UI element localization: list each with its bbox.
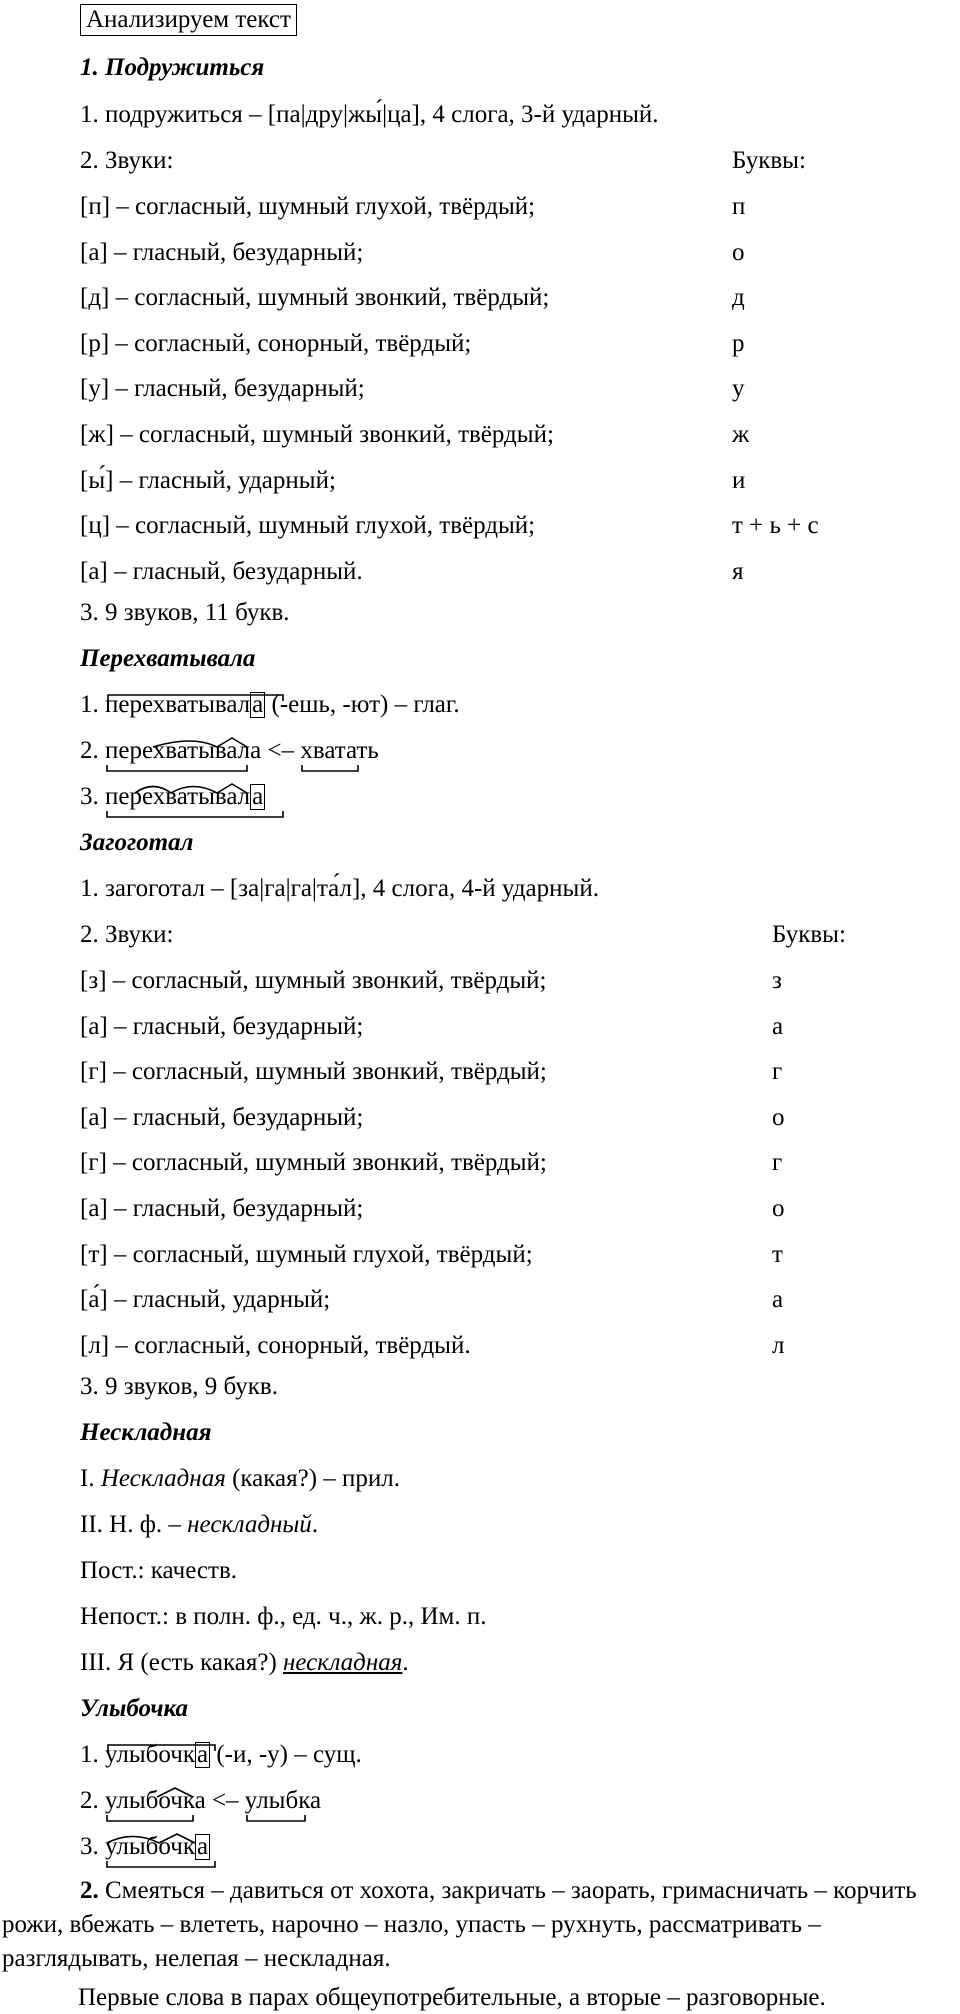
sound-description: [у] – гласный, безударный; bbox=[80, 375, 365, 403]
header-box: Анализируем текст bbox=[80, 4, 297, 36]
letter-value: г bbox=[772, 1149, 783, 1177]
section-title: Подружиться bbox=[105, 54, 265, 81]
letter-value: о bbox=[772, 1103, 785, 1131]
phonetic-line: 1. загоготал – [за|га|га|та́л], 4 слога, 4-й ударный. bbox=[80, 875, 599, 902]
parse-line-3: Пост.: качеств. bbox=[80, 1557, 237, 1584]
sound-description: [а́] – гласный, ударный; bbox=[80, 1286, 331, 1314]
item-number: 1. bbox=[80, 1741, 105, 1768]
letter-value: о bbox=[732, 238, 745, 266]
source-word-text: улыбка bbox=[244, 1787, 322, 1814]
summary-line: 3. 9 звуков, 9 букв. bbox=[80, 1373, 278, 1400]
derived-word: перехватывала bbox=[105, 737, 262, 764]
item-number: 2. bbox=[80, 1787, 105, 1814]
section-title: Нескладная bbox=[80, 1419, 212, 1446]
letter-value: у bbox=[732, 375, 745, 403]
letters-label: Буквы: bbox=[772, 921, 846, 948]
sounds-label: 2. Звуки: bbox=[80, 147, 174, 174]
task-text: Смеяться – давиться от хохота, закричать – заорать, гримасничать – корчить рожи, вбежать – влететь, нарочно – назло, упасть – рухнуть, рассматривать – разглядывать, нелепая – нескладная. bbox=[2, 1877, 917, 1972]
sound-description: [а] – гласный, безударный; bbox=[80, 1012, 364, 1040]
sound-description: [т] – согласный, шумный глухой, твёрдый; bbox=[80, 1240, 533, 1268]
ending-box: а bbox=[252, 691, 264, 718]
letter-value: з bbox=[772, 967, 782, 994]
letter-value: а bbox=[772, 1286, 784, 1314]
ending-box: а bbox=[196, 1741, 209, 1768]
letter-value: р bbox=[732, 329, 745, 357]
sound-description: [а] – гласный, безударный. bbox=[80, 557, 363, 585]
source-word-text: хватать bbox=[300, 737, 379, 764]
letter-value: п bbox=[732, 193, 746, 220]
letter-value: ж bbox=[732, 421, 750, 448]
section-title: Загоготал bbox=[80, 829, 194, 856]
morph-word bbox=[105, 735, 261, 767]
sound-description: [д] – согласный, шумный звонкий, твёрдый; bbox=[80, 284, 550, 312]
source-word bbox=[245, 1785, 321, 1817]
item-number: 2. bbox=[80, 737, 105, 764]
letters-label: Буквы: bbox=[732, 147, 806, 174]
morph-line-3 bbox=[80, 1831, 210, 1863]
section-title: Улыбочка bbox=[80, 1695, 188, 1722]
punctuation: . bbox=[402, 1649, 409, 1676]
parse-line-5 bbox=[80, 1647, 409, 1679]
letter-value: л bbox=[772, 1331, 785, 1359]
morph-word bbox=[105, 1739, 210, 1771]
roman-number: I. bbox=[80, 1465, 101, 1492]
sound-description: [р] – согласный, сонорный, твёрдый; bbox=[80, 329, 472, 357]
morph-line-1 bbox=[80, 689, 460, 721]
task-number: 1. bbox=[80, 54, 99, 81]
parse-text: (какая?) – прил. bbox=[225, 1465, 401, 1492]
ending-box: а bbox=[252, 783, 264, 810]
italic-word: Нескладная bbox=[100, 1465, 226, 1492]
parse-line-2 bbox=[80, 1509, 318, 1541]
sound-description: [а] – гласный, безударный; bbox=[80, 1195, 364, 1222]
sound-description: [з] – согласный, шумный звонкий, твёрдый; bbox=[80, 967, 547, 994]
header-box-line bbox=[80, 4, 297, 36]
morph-word bbox=[105, 689, 265, 721]
morph-line-2 bbox=[80, 735, 379, 767]
item-number: 1. bbox=[80, 691, 105, 718]
sound-description: [а] – гласный, безударный; bbox=[80, 1103, 364, 1131]
parse-text: III. Я (есть какая?) bbox=[80, 1649, 284, 1676]
conclusion: Первые слова в парах общеупотребительные, а вторые – разговорные. bbox=[78, 1984, 826, 2011]
item-number: 3. bbox=[80, 783, 105, 810]
sounds-label: 2. Звуки: bbox=[80, 921, 174, 948]
letter-value: т + ь + с bbox=[732, 512, 819, 540]
sound-description: [ы́] – гласный, ударный; bbox=[80, 466, 336, 494]
sound-description: [г] – согласный, шумный звонкий, твёрдый; bbox=[80, 1149, 547, 1177]
word-stem: перехватывал bbox=[105, 691, 251, 718]
phonetic-line: 1. подружиться – [па|дру|жы́|ца], 4 слога, 3-й ударный. bbox=[80, 101, 659, 128]
parse-line-1 bbox=[80, 1463, 400, 1495]
letter-value: т bbox=[772, 1240, 783, 1268]
section-title: Перехватывала bbox=[80, 645, 256, 672]
parse-line-4: Непост.: в полн. ф., ед. ч., ж. р., Им. п. bbox=[80, 1603, 487, 1630]
item-number: 3. bbox=[80, 1833, 105, 1860]
morph-line-2 bbox=[80, 1785, 321, 1817]
letter-value: д bbox=[732, 284, 745, 312]
sound-description: [л] – согласный, сонорный, твёрдый. bbox=[80, 1331, 471, 1359]
morph-word bbox=[105, 781, 265, 813]
morph-line-3 bbox=[80, 781, 265, 813]
arrow: <– bbox=[261, 737, 301, 764]
letter-value: и bbox=[732, 466, 746, 494]
source-word bbox=[300, 735, 378, 767]
derived-word: улыбочка bbox=[105, 1787, 206, 1814]
summary-line: 3. 9 звуков, 11 букв. bbox=[80, 599, 290, 626]
underlined-word: нескладная bbox=[283, 1649, 403, 1676]
sound-description: [п] – согласный, шумный глухой, твёрдый; bbox=[80, 193, 536, 220]
ending-box: а bbox=[196, 1833, 209, 1860]
italic-word: нескладный bbox=[187, 1511, 312, 1538]
morph-line-1 bbox=[80, 1739, 362, 1771]
word-stem: перехватывал bbox=[105, 783, 251, 810]
punctuation: . bbox=[311, 1511, 319, 1538]
morph-info: (-ешь, -ют) – глаг. bbox=[265, 691, 460, 718]
letter-value: о bbox=[772, 1195, 785, 1222]
sound-description: [а] – гласный, безударный; bbox=[80, 238, 364, 266]
letter-value: г bbox=[772, 1058, 783, 1086]
arrow: <– bbox=[205, 1787, 245, 1814]
sound-description: [г] – согласный, шумный звонкий, твёрдый; bbox=[80, 1058, 547, 1086]
letter-value: я bbox=[732, 557, 744, 585]
parse-text: II. Н. ф. – bbox=[80, 1511, 188, 1538]
morph-info: (-и, -у) – сущ. bbox=[210, 1741, 362, 1768]
section-title-podruzhitsya bbox=[80, 52, 264, 84]
morph-word bbox=[105, 1785, 206, 1817]
word-stem: улыбочк bbox=[105, 1741, 195, 1768]
morph-word bbox=[105, 1831, 210, 1863]
task-number: 2. bbox=[80, 1877, 99, 1904]
letter-value: а bbox=[772, 1012, 784, 1040]
sound-description: [ц] – согласный, шумный глухой, твёрдый; bbox=[80, 512, 536, 540]
sound-description: [ж] – согласный, шумный звонкий, твёрдый; bbox=[80, 421, 554, 448]
word-stem: улыбочк bbox=[105, 1833, 195, 1860]
task-2-paragraph bbox=[2, 1874, 952, 1976]
